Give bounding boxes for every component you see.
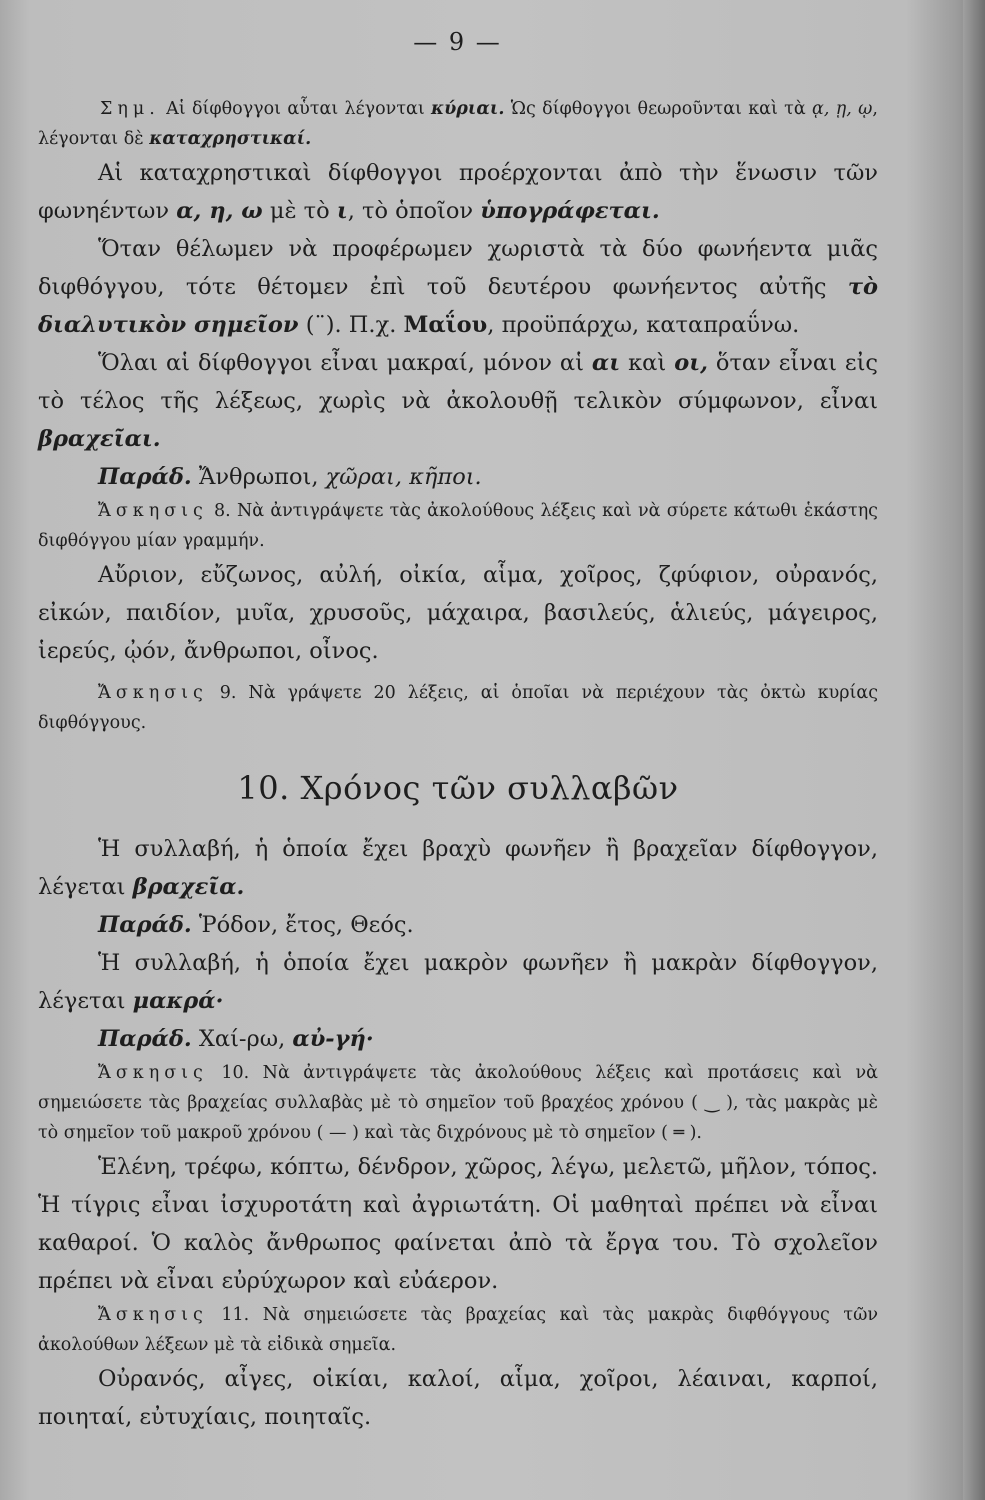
exercise-text: Νὰ γράψετε 20 λέξεις, αἱ ὁποῖαι νὰ περιέχουν τὰς ὀκτὼ κυρίας διφθόγγους. xyxy=(38,683,878,733)
exercise-label: Ἄσκησις xyxy=(98,501,208,521)
diphthong-ai: αι xyxy=(591,350,621,376)
example-label: Παράδ. xyxy=(98,464,192,490)
exercise-label: Ἄσκησις xyxy=(98,683,208,703)
body-text: Αἱ καταχρηστικαὶ δίφθογγοι προέρχονται ἀπὸ τὴν ἕνωσιν τῶν φωνηέντων xyxy=(38,160,878,224)
iota-letter: ι xyxy=(336,198,348,224)
exercise-number: 11. xyxy=(207,1305,263,1325)
body-text: Ὅταν θέλωμεν νὰ προφέρωμεν χωριστὰ τὰ δύο φωνήεντα μιᾶς διφθόγγου, τότε θέτομεν ἐπὶ τοῦ δευτέρου φωνήεντος αὐτῆς xyxy=(38,236,878,300)
word-list-11: Οὐρανός, αἶγες, οἰκίαι, καλοί, αἷμα, χοῖροι, λέαιναι, καρποί, ποιηταί, εὐτυχίαις, ποιηταῖς. xyxy=(38,1366,878,1430)
term-kyriai: κύριαι. xyxy=(431,99,505,119)
example-italic: χῶραι, κῆποι. xyxy=(325,464,482,490)
term-vracheiai: βραχεῖαι. xyxy=(38,426,161,452)
body-text: Ἡ συλλαβή, ἡ ὁποία ἔχει βραχὺ φωνῆεν ἢ βραχεῖαν δίφθογγον, λέγεται xyxy=(38,836,878,900)
exercise-text: Νὰ σημειώσετε τὰς βραχείας καὶ τὰς μακρὰς διφθόγγους τῶν ἀκολούθων λέξεων μὲ τὰ εἰδικὰ σημεῖα. xyxy=(38,1305,878,1355)
word-list-8: Αὔριον, εὔζωνος, αὐλή, οἰκία, αἷμα, χοῖρος, ζφύφιον, οὐρανός, εἰκών, παιδίον, μυῖα, χρυσοῦς, μάχαιρα, βασιλεύς, ἁλιεύς, μάγειρος, ἱερεύς, ᾠόν, ἄνθρωποι, οἶνος. xyxy=(38,562,878,664)
body-text: (¨). Π.χ. xyxy=(298,312,404,338)
example-text: Χαί-ρω, xyxy=(191,1026,293,1052)
paragraph-long-diphthongs xyxy=(38,344,878,458)
body-text: , προϋπάρχω, καταπραΰνω. xyxy=(487,312,800,338)
page-edge-shadow xyxy=(963,0,985,1500)
note-paragraph xyxy=(38,94,878,154)
body-text: καὶ xyxy=(620,350,675,376)
exercise-9 xyxy=(38,678,878,738)
text-exercise-10: Ἑλένη, τρέφω, κόπτω, δένδρον, χῶρος, λέγω, μελετῶ, μῆλον, τόπος. Ἡ τίγρις εἶναι ἰσχυροτάτη καὶ ἀγριωτάτη. Οἱ μαθηταὶ πρέπει νὰ εἶναι καθαροί. Ὁ καλὸς ἄνθρωπος φαίνεται ἀπὸ τὰ ἔργα του. Τὸ σχολεῖον πρέπει νὰ εἶναι εὐρύχωρον καὶ εὐάερον. xyxy=(38,1154,878,1294)
example-line xyxy=(38,1020,878,1058)
improper-letters: ᾳ, ῃ, ῳ xyxy=(812,99,873,119)
paragraph-short-syllable xyxy=(38,830,878,906)
body-text: Ἡ συλλαβή, ἡ ὁποία ἔχει μακρὸν φωνῆεν ἢ μακρὰν δίφθογγον, λέγεται xyxy=(38,950,878,1014)
example-maiou: Μαΐου xyxy=(403,312,488,338)
body-text: Ὅλαι αἱ δίφθογγοι εἶναι μακραί, μόνον αἱ xyxy=(98,350,592,376)
example-text: Ἄνθρωποι, xyxy=(191,464,326,490)
vowel-list: α, η, ω xyxy=(176,198,263,224)
page-content xyxy=(38,94,878,1436)
exercise-number: 10. xyxy=(207,1063,263,1083)
body-text: ὅταν εἶναι εἰς τὸ τέλος τῆς λέξεως, χωρὶς νὰ ἀκολουθῇ τελικὸν σύμφωνον, εἶναι xyxy=(38,350,879,414)
example-label: Παράδ. xyxy=(98,912,192,938)
body-text: μὲ τὸ xyxy=(262,198,337,224)
exercise-11 xyxy=(38,1300,878,1360)
exercise-text: Νὰ ἀντιγράψετε τὰς ἀκολούθους λέξεις καὶ προτάσεις καὶ νὰ σημειώσετε τὰς βραχείας συλλαβὰς μὲ τὸ σημεῖον τοῦ βραχέος χρόνου ( ‿ ), τὰς μακρὰς μὲ τὸ σημεῖον τοῦ μακροῦ χρόνου ( — ) καὶ τὰς διχρόνους μὲ τὸ σημεῖον ( ═ ). xyxy=(38,1063,878,1143)
diphthong-oi: οι, xyxy=(674,350,708,376)
page-number: — 9 — xyxy=(413,28,502,56)
example-label: Παράδ. xyxy=(98,1026,192,1052)
term-vracheia: βραχεῖα. xyxy=(132,874,245,900)
note-label: Σημ. xyxy=(100,99,160,119)
exercise-text: Νὰ ἀντιγράψετε τὰς ἀκολούθους λέξεις καὶ νὰ σύρετε κάτωθι ἑκάστης διφθόγγου μίαν γραμμήν. xyxy=(38,501,878,551)
example-italic: αὐ-γή· xyxy=(292,1026,374,1052)
paragraph-long-syllable xyxy=(38,944,878,1020)
exercise-label: Ἄσκησις xyxy=(98,1305,208,1325)
example-line xyxy=(38,906,878,944)
note-text: , λέγονται δὲ xyxy=(38,99,878,149)
term-makra: μακρά· xyxy=(132,988,224,1014)
exercise-10 xyxy=(38,1058,878,1148)
exercise-number: 8. xyxy=(207,501,237,521)
term-dialytiko: τὸ διαλυτικὸν σημεῖον xyxy=(38,274,878,338)
note-text: Αἱ δίφθογγοι αὗται λέγονται xyxy=(159,99,432,119)
exercise-label: Ἄσκησις xyxy=(98,1063,208,1083)
paragraph-improper-diphthongs xyxy=(38,154,878,230)
term-katachrestikai: καταχρηστικαί. xyxy=(149,129,312,149)
section-title: 10. Χρόνος τῶν συλλαβῶν xyxy=(237,769,679,807)
body-text: , τὸ ὁποῖον xyxy=(347,198,481,224)
exercise-number: 9. xyxy=(207,683,249,703)
term-ypografetai: ὑπογράφεται. xyxy=(480,198,660,224)
exercise-8 xyxy=(38,496,878,556)
note-text: Ὡς δίφθογγοι θεωροῦνται καὶ τὰ xyxy=(504,99,813,119)
example-text: Ῥόδον, ἔτος, Θεός. xyxy=(191,912,414,938)
example-line xyxy=(38,458,878,496)
paragraph-diaeresis xyxy=(38,230,878,344)
